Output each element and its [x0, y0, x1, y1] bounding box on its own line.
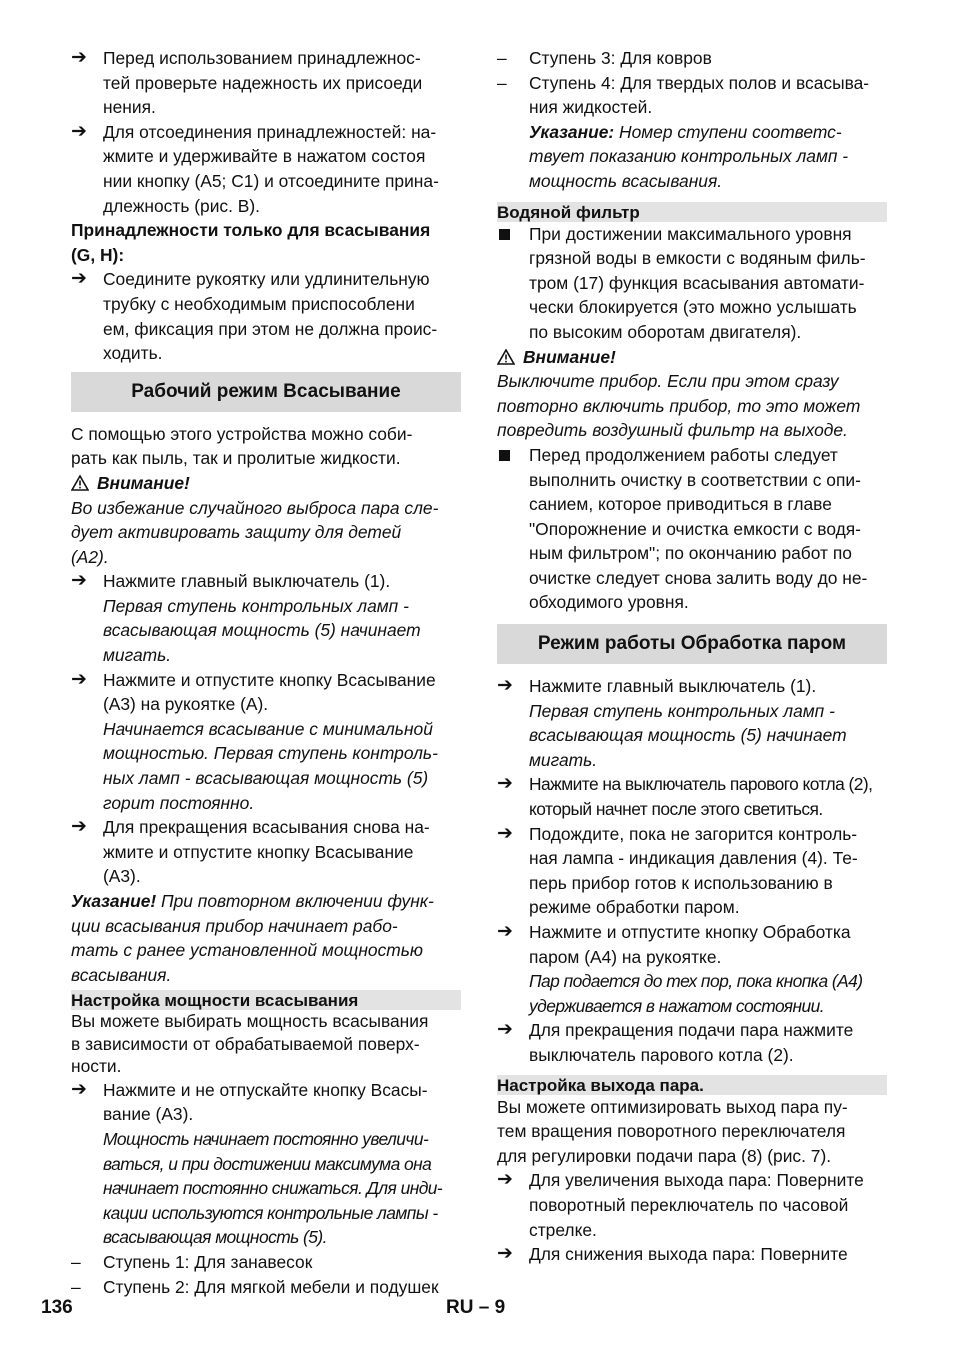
arrow-right-icon: ➔: [71, 570, 87, 592]
arrow-right-icon: ➔: [497, 822, 513, 844]
bullet-item: [497, 1242, 887, 1267]
arrow-right-icon: ➔: [71, 816, 87, 838]
section-heading-vacuum-mode: Рабочий режим Всасывание: [71, 372, 461, 412]
dash-text: Ступень 4: Для твердых полов и всасыва- ния жидкостей.: [529, 72, 870, 118]
dash-item: [497, 46, 887, 71]
bullet-text: Для прекращения подачи пара нажмите выключатель парового котла (2).: [529, 1020, 854, 1065]
bullet-subtext: Первая ступень контрольных ламп - всасывающая мощность (5) начинает мигать.: [529, 700, 847, 770]
intro-paragraph: С помощью этого устройства можно соби- рать как пыль, так и пролитые жидкости.: [71, 423, 413, 469]
note-label: Указание!: [71, 891, 157, 911]
arrow-right-icon: ➔: [71, 47, 87, 68]
square-bullet-text: Перед продолжением работы следует выполнить очистку в соответствии с опи- санием, которое приводиться в главе "Опорожнение и очистка емкости с водя- ным фильтром"; по окончанию работ по очистке следует снова залить воду до не- обходимого уровня.: [529, 444, 868, 613]
section-heading-water-filter: Водяной фильтр: [497, 202, 887, 222]
bullet-subtext: Начинается всасывание с минимальной мощностью. Первая ступень контроль- ных ламп - всасывающая мощность (5) горит постоянно.: [103, 718, 438, 813]
note-paragraph: [529, 120, 887, 194]
bullet-text: Подождите, пока не загорится контроль- ная лампа - индикация давления (4). Те- перь прибор готов к использованию в режиме обработки паром.: [529, 823, 858, 918]
bullet-text: Перед использованием принадлежнос- тей проверьте надежность их присоеди нения.: [103, 48, 423, 118]
bullet-subtext: Мощность начинает постоянно увеличи- ваться, и при достижении максимума она начинает постоянно снижаться. Для инди- кации используются контрольные лампы - всасывающая мощность (5).: [103, 1129, 443, 1248]
dash-item: [71, 1250, 461, 1275]
section-heading-suction-power: Настройка мощности всасывания: [71, 990, 461, 1010]
dash-text: Ступень 2: Для мягкой мебели и подушек: [103, 1276, 439, 1297]
note-text: Номер ступени соответс- твует показанию контрольных ламп - мощность всасывания.: [529, 121, 849, 191]
arrow-right-icon: ➔: [497, 675, 513, 697]
warning-label: [497, 345, 887, 370]
dash-item: [71, 1275, 461, 1300]
warning-text: Выключите прибор. Если при этом сразу повторно включить прибор, то это может повредить воздушный фильтр на выходе.: [497, 371, 861, 441]
bullet-item: [497, 920, 887, 969]
arrow-right-icon: ➔: [71, 120, 87, 142]
bullet-item: [71, 1078, 461, 1127]
bullet-text: Нажмите и отпустите кнопку Обработка паром (A4) на рукоятке.: [529, 922, 851, 967]
bullet-item: [71, 815, 461, 889]
bullet-text: Для прекращения всасывания снова на- жмите и отпустите кнопку Всасывание (A3).: [103, 817, 430, 887]
bullet-text: Нажмите главный выключатель (1).: [529, 676, 817, 697]
warning-triangle-icon: [71, 475, 89, 491]
arrow-right-icon: ➔: [497, 1019, 513, 1041]
warning-label-text: Внимание!: [97, 472, 190, 493]
dash-marker: –: [71, 1276, 81, 1297]
arrow-right-icon: ➔: [71, 668, 87, 690]
bullet-item: [71, 668, 461, 717]
page-number: 136: [41, 1297, 73, 1318]
bullet-item: [71, 267, 461, 365]
dash-marker: –: [71, 1252, 81, 1273]
bullet-subtext: Первая ступень контрольных ламп - всасывающая мощность (5) начинает мигать.: [103, 595, 421, 666]
bullet-text: Нажмите главный выключатель (1).: [103, 571, 391, 592]
arrow-right-icon: ➔: [71, 268, 87, 290]
warning-label-text: Внимание!: [523, 346, 616, 367]
bullet-text: Соедините рукоятку или удлинительную трубку с необходимым приспособлени ем, фиксация при этом не должна проис- ходить.: [103, 269, 438, 364]
bullet-item: [71, 120, 461, 218]
bullet-item: [497, 1168, 887, 1242]
bullet-item: [497, 1018, 887, 1067]
arrow-right-icon: ➔: [497, 1243, 513, 1265]
square-bullet-item: [497, 443, 887, 615]
page-label: RU – 9: [446, 1297, 506, 1318]
square-bullet-item: [497, 222, 887, 345]
section-heading-steam-mode: Режим работы Обработка паром: [497, 624, 887, 664]
dash-marker: –: [497, 72, 507, 93]
right-column: [497, 46, 887, 1267]
arrow-right-icon: ➔: [71, 1078, 87, 1100]
bullet-item: [497, 822, 887, 920]
bullet-text: Нажмите на выключатель парового котла (2), который начнет после этого светиться.: [529, 774, 873, 820]
bullet-subtext: Пар подается до тех пор, пока кнопка (A4) удерживается в нажатом состоянии.: [529, 971, 863, 1016]
arrow-right-icon: ➔: [497, 773, 513, 795]
warning-label: [71, 471, 461, 496]
note-label: Указание:: [529, 121, 615, 142]
bullet-item: [497, 674, 887, 699]
dash-text: Ступень 1: Для занавесок: [103, 1252, 313, 1273]
dash-item: [497, 71, 887, 120]
arrow-right-icon: ➔: [497, 921, 513, 942]
warning-triangle-icon: [497, 349, 515, 365]
bullet-text: Для снижения выхода пара: Поверните: [529, 1244, 848, 1265]
section-heading-steam-output: Настройка выхода пара.: [497, 1075, 887, 1095]
bullet-item: [71, 569, 461, 594]
bullet-text: Нажмите и отпустите кнопку Всасывание (A3) на рукоятке (A).: [103, 669, 436, 715]
steam-output-paragraph: Вы можете оптимизировать выход пара пу- тем вращения поворотного переключателя для регулировки подачи пара (8) (рис. 7).: [497, 1096, 848, 1166]
bullet-text: Нажмите и не отпускайте кнопку Всасы- вание (A3).: [103, 1079, 428, 1125]
warning-text: Во избежание случайного выброса пара сле- дует активировать защиту для детей (A2).: [71, 497, 439, 567]
dash-marker: –: [497, 48, 507, 68]
bullet-text: Для увеличения выхода пара: Поверните поворотный переключатель по часовой стрелке.: [529, 1170, 864, 1240]
bullet-text: Для отсоединения принадлежностей: на- жмите и удерживайте в нажатом состоя нии кнопку (A5; C1) и отсоедините прина- длежность (рис. B).: [103, 121, 439, 216]
power-paragraph: Вы можете выбирать мощность всасывания в зависимости от обрабатываемой поверх- ности.: [71, 1011, 429, 1077]
bullet-item: [497, 772, 887, 821]
bullet-item: [71, 46, 461, 120]
subheading-accessories: Принадлежности только для всасывания (G, H):: [71, 220, 431, 265]
note-text: При повторном включении функ- ции всасывания прибор начинает рабо- тать с ранее установленной мощностью всасывания.: [71, 891, 434, 985]
note-paragraph: [71, 889, 461, 987]
arrow-right-icon: ➔: [497, 1169, 513, 1191]
left-column: [71, 46, 461, 1299]
square-bullet-text: При достижении максимального уровня грязной воды в емкости с водяным филь- тром (17) функция всасывания автомати- чески блокируется (это можно услышать по высоким оборотам двигателя).: [529, 223, 866, 342]
dash-text: Ступень 3: Для ковров: [529, 48, 712, 68]
